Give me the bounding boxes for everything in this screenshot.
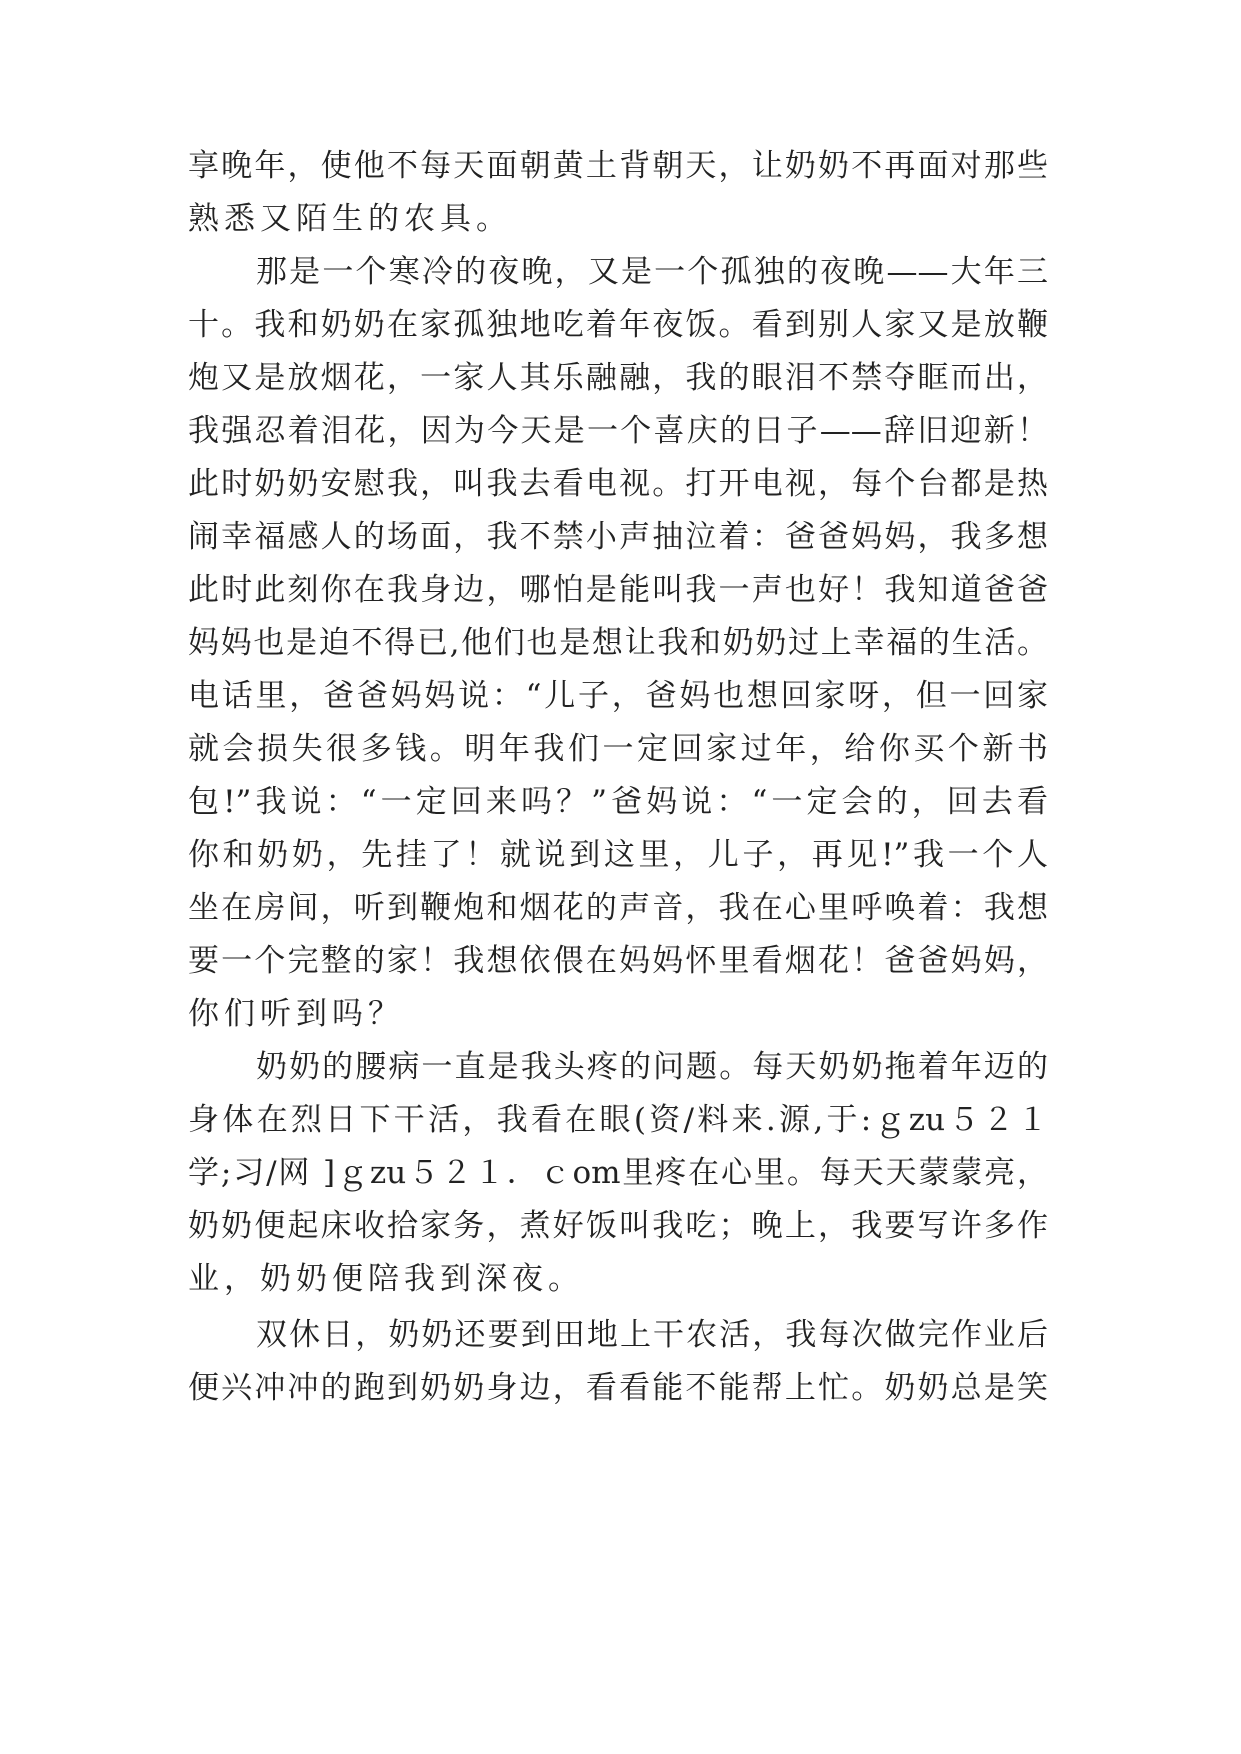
text-line: 便兴冲冲的跑到奶奶身边，看看能不能帮上忙。奶奶总是笑 — [188, 1370, 1048, 1406]
text-line: 身体在烈日下干活，我看在眼(资/料来.源,于:ｇzu５２１ — [188, 1102, 1048, 1138]
paragraph-first-line: 双休日，奶奶还要到田地上干农活，我每次做完作业后 — [256, 1317, 1048, 1353]
text-line: 坐在房间，听到鞭炮和烟花的声音，我在心里呼唤着：我想 — [188, 890, 1048, 926]
text-line: 炮又是放烟花，一家人其乐融融，我的眼泪不禁夺眶而出， — [188, 360, 1048, 396]
text-line: 你和奶奶，先挂了！就说到这里，儿子，再见!”我一个人 — [188, 837, 1048, 873]
text-line: 闹幸福感人的场面，我不禁小声抽泣着：爸爸妈妈，我多想 — [188, 519, 1048, 555]
text-line: 熟悉又陌生的农具。 — [188, 201, 512, 237]
text-line: 你们听到吗？ — [188, 996, 404, 1032]
text-line: 包!”我说：“一定回来吗？”爸妈说：“一定会的，回去看 — [188, 784, 1048, 820]
paragraph-first-line: 奶奶的腰病一直是我头疼的问题。每天奶奶拖着年迈的 — [256, 1049, 1048, 1085]
text-line: 奶奶便起床收拾家务，煮好饭叫我吃；晚上，我要写许多作 — [188, 1208, 1048, 1244]
paragraph-first-line: 那是一个寒冷的夜晚，又是一个孤独的夜晚——大年三 — [256, 254, 1048, 290]
text-line: 十。我和奶奶在家孤独地吃着年夜饭。看到别人家又是放鞭 — [188, 307, 1048, 343]
text-line: 此时此刻你在我身边，哪怕是能叫我一声也好！我知道爸爸 — [188, 572, 1048, 608]
text-line: 享晚年，使他不每天面朝黄土背朝天，让奶奶不再面对那些 — [188, 148, 1048, 184]
text-line: 妈妈也是迫不得已,他们也是想让我和奶奶过上幸福的生活。 — [188, 625, 1048, 661]
text-line: 要一个完整的家！我想依偎在妈妈怀里看烟花！爸爸妈妈， — [188, 943, 1048, 979]
text-line: 我强忍着泪花，因为今天是一个喜庆的日子——辞旧迎新！ — [188, 413, 1048, 449]
text-line: 电话里，爸爸妈妈说：“儿子，爸妈也想回家呀，但一回家 — [188, 678, 1048, 714]
text-line: 学;习/网 ]ｇzu５２１．ｃom里疼在心里。每天天蒙蒙亮， — [188, 1155, 1048, 1191]
text-line: 就会损失很多钱。明年我们一定回家过年，给你买个新书 — [188, 731, 1048, 767]
text-line: 业，奶奶便陪我到深夜。 — [188, 1261, 584, 1297]
text-line: 此时奶奶安慰我，叫我去看电视。打开电视，每个台都是热 — [188, 466, 1048, 502]
